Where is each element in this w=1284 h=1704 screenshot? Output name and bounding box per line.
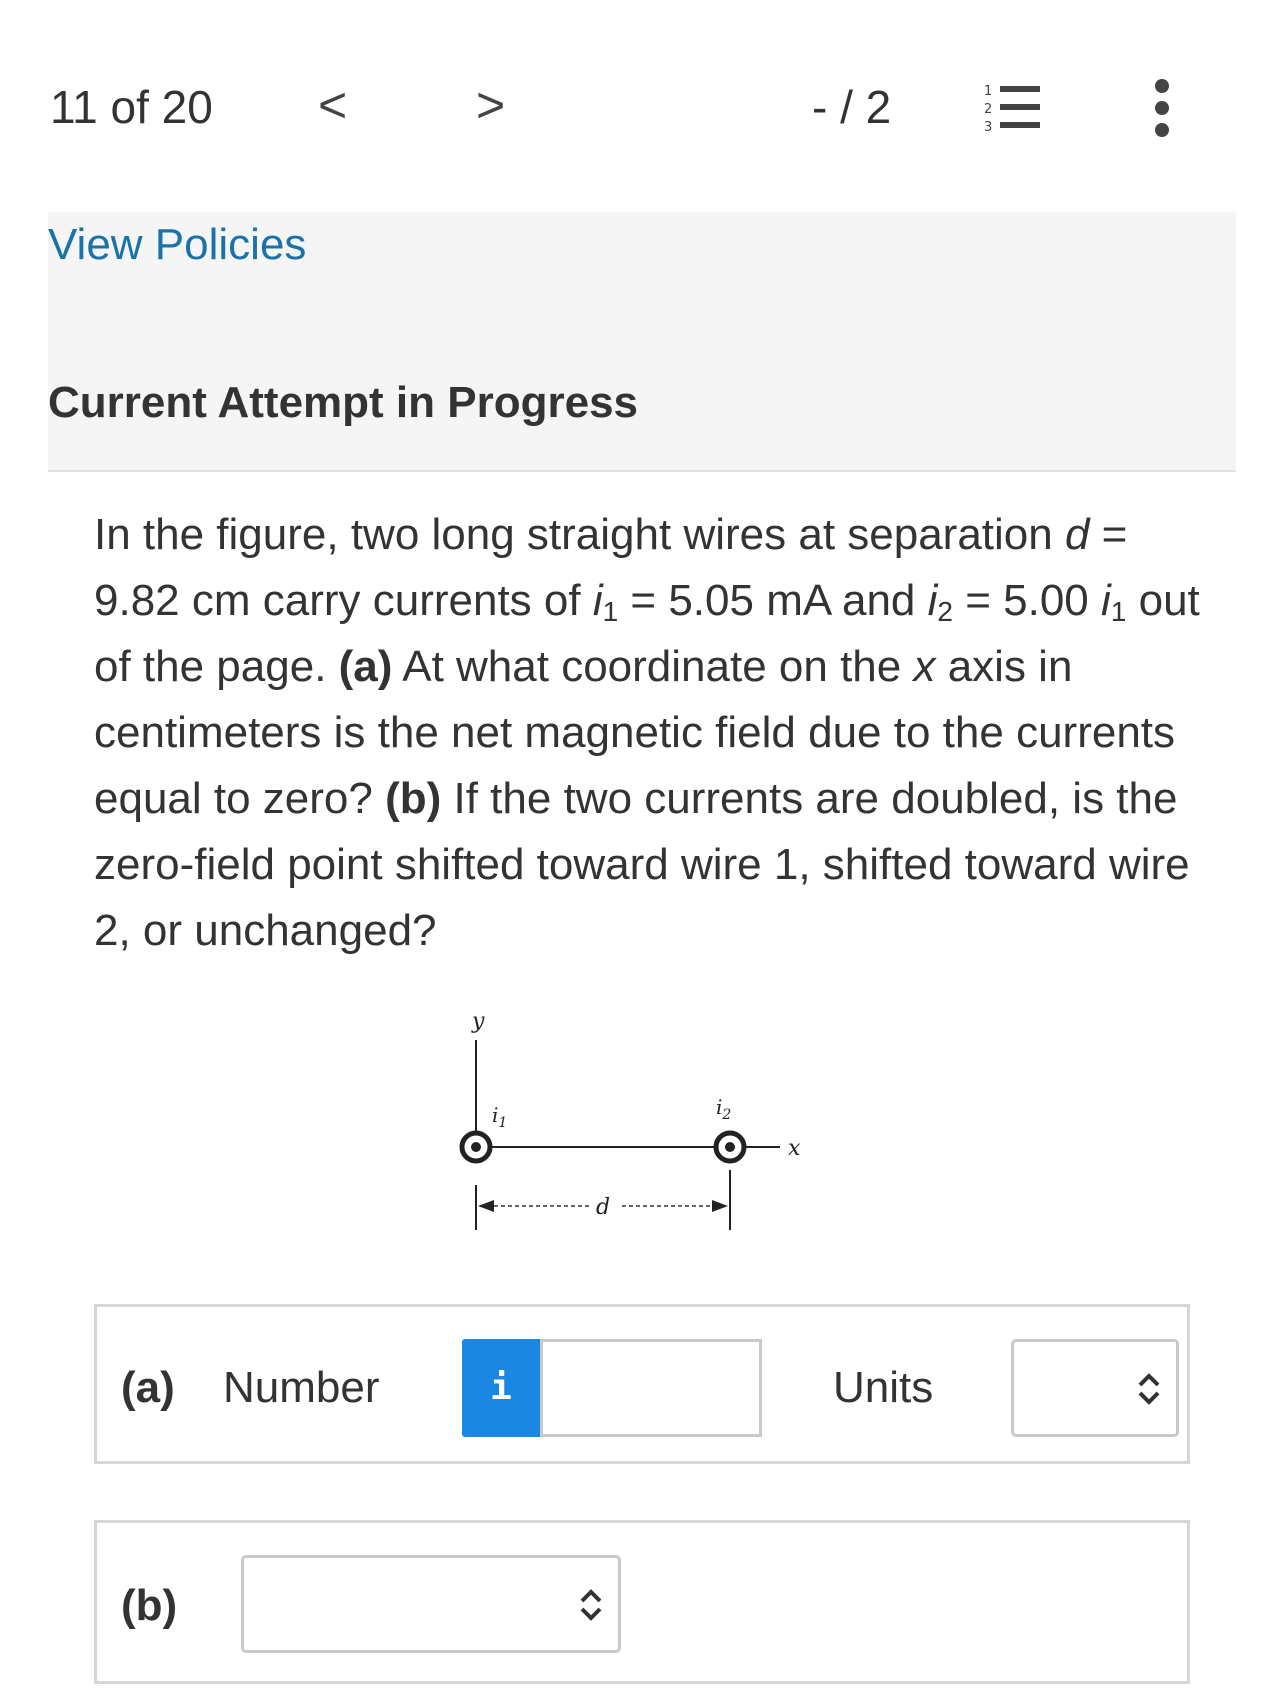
answer-row-a xyxy=(94,1304,1190,1464)
view-policies-link[interactable]: View Policies xyxy=(48,220,307,269)
wire-1-out-of-page-icon xyxy=(462,1133,490,1161)
units-label: Units xyxy=(833,1363,934,1412)
previous-question-button[interactable]: < xyxy=(318,77,348,133)
svg-text:2: 2 xyxy=(984,102,993,117)
attempt-title: Current Attempt in Progress xyxy=(48,378,639,427)
wire-2-label: $i_2$ xyxy=(716,1095,732,1123)
separation-label: d xyxy=(596,1195,611,1220)
units-select[interactable] xyxy=(1011,1339,1179,1437)
answer-row-b xyxy=(94,1520,1190,1684)
number-label: Number xyxy=(223,1363,380,1412)
two-wires-figure xyxy=(440,1000,860,1250)
top-navigation-bar xyxy=(0,0,1284,210)
svg-text:1: 1 xyxy=(984,84,993,99)
chevron-up-down-icon xyxy=(1136,1372,1162,1406)
part-b-label: (b) xyxy=(121,1581,178,1630)
wire-1-label: $i_1$ xyxy=(492,1103,508,1131)
svg-text:3: 3 xyxy=(984,120,993,134)
more-vertical-icon[interactable] xyxy=(1150,78,1174,138)
part-a-label: (a) xyxy=(121,1363,175,1412)
number-input[interactable] xyxy=(540,1339,762,1437)
info-button[interactable]: i xyxy=(462,1339,540,1437)
part-b-select[interactable] xyxy=(241,1555,621,1653)
wire-2-out-of-page-icon xyxy=(716,1133,744,1161)
y-axis-label: y xyxy=(472,1009,485,1034)
chevron-up-down-icon xyxy=(578,1588,604,1622)
next-question-button[interactable]: > xyxy=(476,77,506,133)
score-display: - / 2 xyxy=(812,81,892,133)
question-counter: 11 of 20 xyxy=(50,81,213,133)
x-axis-label: x xyxy=(788,1136,801,1161)
numbered-list-icon[interactable] xyxy=(982,82,1042,134)
divider xyxy=(48,470,1236,472)
question-text: In the figure, two long straight wires at separation d = 9.82 cm carry currents of $i_1 = 5.05$ mA and $i_2 = 5.00$ $i_1$ out of the page. (a) At what coordinate on the x axis in centimeters is the net magnetic field due to the currents equal to zero? (b) If the two currents are doubled, is the zero-field point shifted toward wire 1, shifted toward wire 2, or unchanged? xyxy=(94,510,1200,955)
